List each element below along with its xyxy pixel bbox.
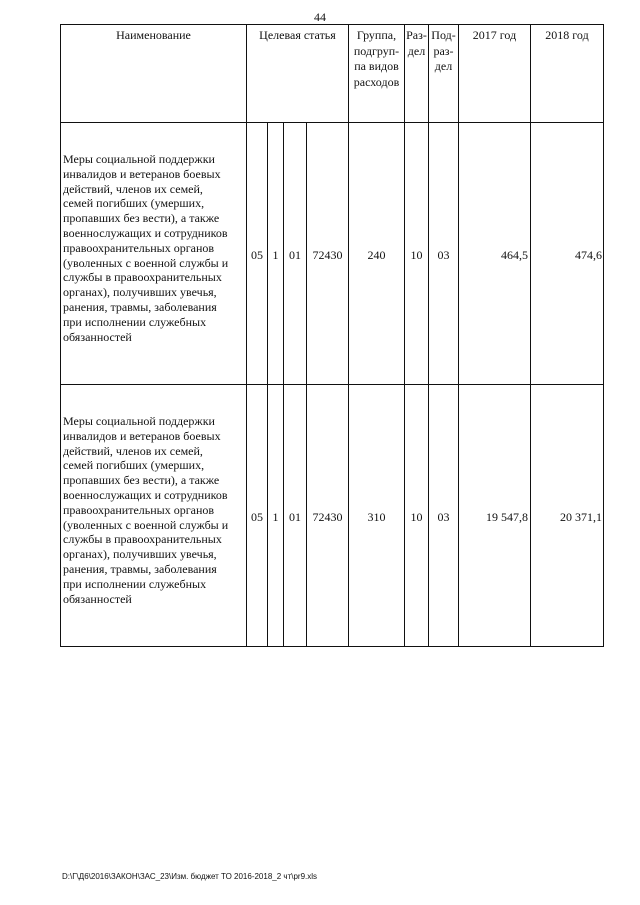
row-2-amount-2018: 20 371,1 (560, 510, 602, 524)
description-line: службы в правоохранительных (63, 532, 222, 547)
description-line: при исполнении служебных (63, 576, 207, 591)
col-border-section (428, 24, 429, 647)
header-name: Наименование (116, 28, 191, 42)
header-group-line: расходов (353, 74, 400, 89)
table-top-border (60, 24, 604, 25)
target-sub-border-1 (267, 122, 268, 647)
row-2-section: 10 (410, 510, 423, 524)
target-sub-border-2 (283, 122, 284, 647)
row-1-amount-2017: 464,5 (501, 248, 528, 262)
row-2-amount-2017: 19 547,8 (486, 510, 528, 524)
description-line: пропавших без вести), а также (63, 211, 220, 226)
header-group-line: Группа, (356, 28, 397, 42)
row-2-target-subprogram: 1 (272, 510, 279, 524)
row-2-subsection: 03 (437, 510, 450, 524)
description-line: обязанностей (63, 329, 132, 344)
row-1-target-measure: 01 (289, 248, 301, 262)
header-subsection-line: раз- (433, 43, 454, 58)
description-line: службы в правоохранительных (63, 270, 222, 285)
description-line: правоохранительных органов (63, 240, 215, 255)
header-section-line: Раз- (406, 28, 427, 42)
description-line: (уволенных с военной службы и (63, 517, 229, 532)
description-line: инвалидов и ветеранов боевых (63, 166, 221, 181)
row-1-section: 10 (410, 248, 423, 262)
col-border-target (348, 24, 349, 647)
description-line: военнослужащих и сотрудников (63, 225, 228, 240)
description-line: инвалидов и ветеранов боевых (63, 428, 221, 443)
row-2-target-program: 05 (251, 510, 263, 524)
header-section-line: дел (407, 43, 426, 58)
row-1-group: 240 (367, 248, 386, 262)
description-line: ранения, травмы, заболевания (63, 561, 217, 576)
target-sub-border-3 (306, 122, 307, 647)
row-1-target-subprogram: 1 (272, 248, 279, 262)
header-subsection-line: дел (434, 59, 453, 73)
header-section (405, 28, 428, 59)
description-line: обязанностей (63, 591, 132, 606)
row-2-group: 310 (367, 510, 386, 524)
description-line: органах), получивших увечья, (63, 547, 217, 562)
description-line: пропавших без вести), а также (63, 473, 220, 488)
header-2017: 2017 год (472, 28, 517, 42)
row-2-description (63, 414, 245, 606)
header-group-line: па видов (354, 59, 399, 73)
col-border-subsection (458, 24, 459, 647)
col-border-2017 (530, 24, 531, 647)
description-line: действий, членов их семей, (63, 443, 203, 458)
header-group-line: подгруп- (353, 43, 400, 58)
description-line: действий, членов их семей, (63, 181, 203, 196)
description-line: семей погибших (умерших, (63, 458, 205, 473)
description-line: правоохранительных органов (63, 502, 215, 517)
row-1-target-code: 72430 (312, 248, 343, 262)
header-group (349, 28, 404, 90)
col-border-right (603, 24, 604, 647)
table-bottom-border (60, 646, 604, 647)
description-line: органах), получивших увечья, (63, 285, 217, 300)
description-line: Меры социальной поддержки (63, 152, 215, 166)
header-subsection (429, 28, 458, 75)
file-path-footer: D:\Г\Д6\2016\ЗАКОН\ЗАС_23\Изм. бюджет ТО 2016-2018_2 чт\pr9.xls (62, 872, 318, 881)
col-border-group (404, 24, 405, 647)
description-line: Меры социальной поддержки (63, 414, 215, 428)
col-border-left (60, 24, 61, 647)
row-1-subsection: 03 (437, 248, 450, 262)
header-2018: 2018 год (545, 28, 589, 42)
row-2-target-measure: 01 (289, 510, 301, 524)
page-number: 44 (314, 10, 326, 24)
row-2-target-code: 72430 (312, 510, 343, 524)
col-border-name (246, 24, 247, 647)
header-bottom-border (60, 122, 604, 123)
description-line: ранения, травмы, заболевания (63, 299, 217, 314)
row-1-description (63, 152, 245, 344)
description-line: при исполнении служебных (63, 314, 207, 329)
header-target: Целевая статья (259, 28, 336, 42)
description-line: семей погибших (умерших, (63, 196, 205, 211)
row-1-amount-2018: 474,6 (575, 248, 602, 262)
row-1-target-program: 05 (251, 248, 263, 262)
row-divider (60, 384, 604, 385)
header-subsection-line: Под- (431, 28, 456, 42)
description-line: (уволенных с военной службы и (63, 255, 229, 270)
description-line: военнослужащих и сотрудников (63, 487, 228, 502)
